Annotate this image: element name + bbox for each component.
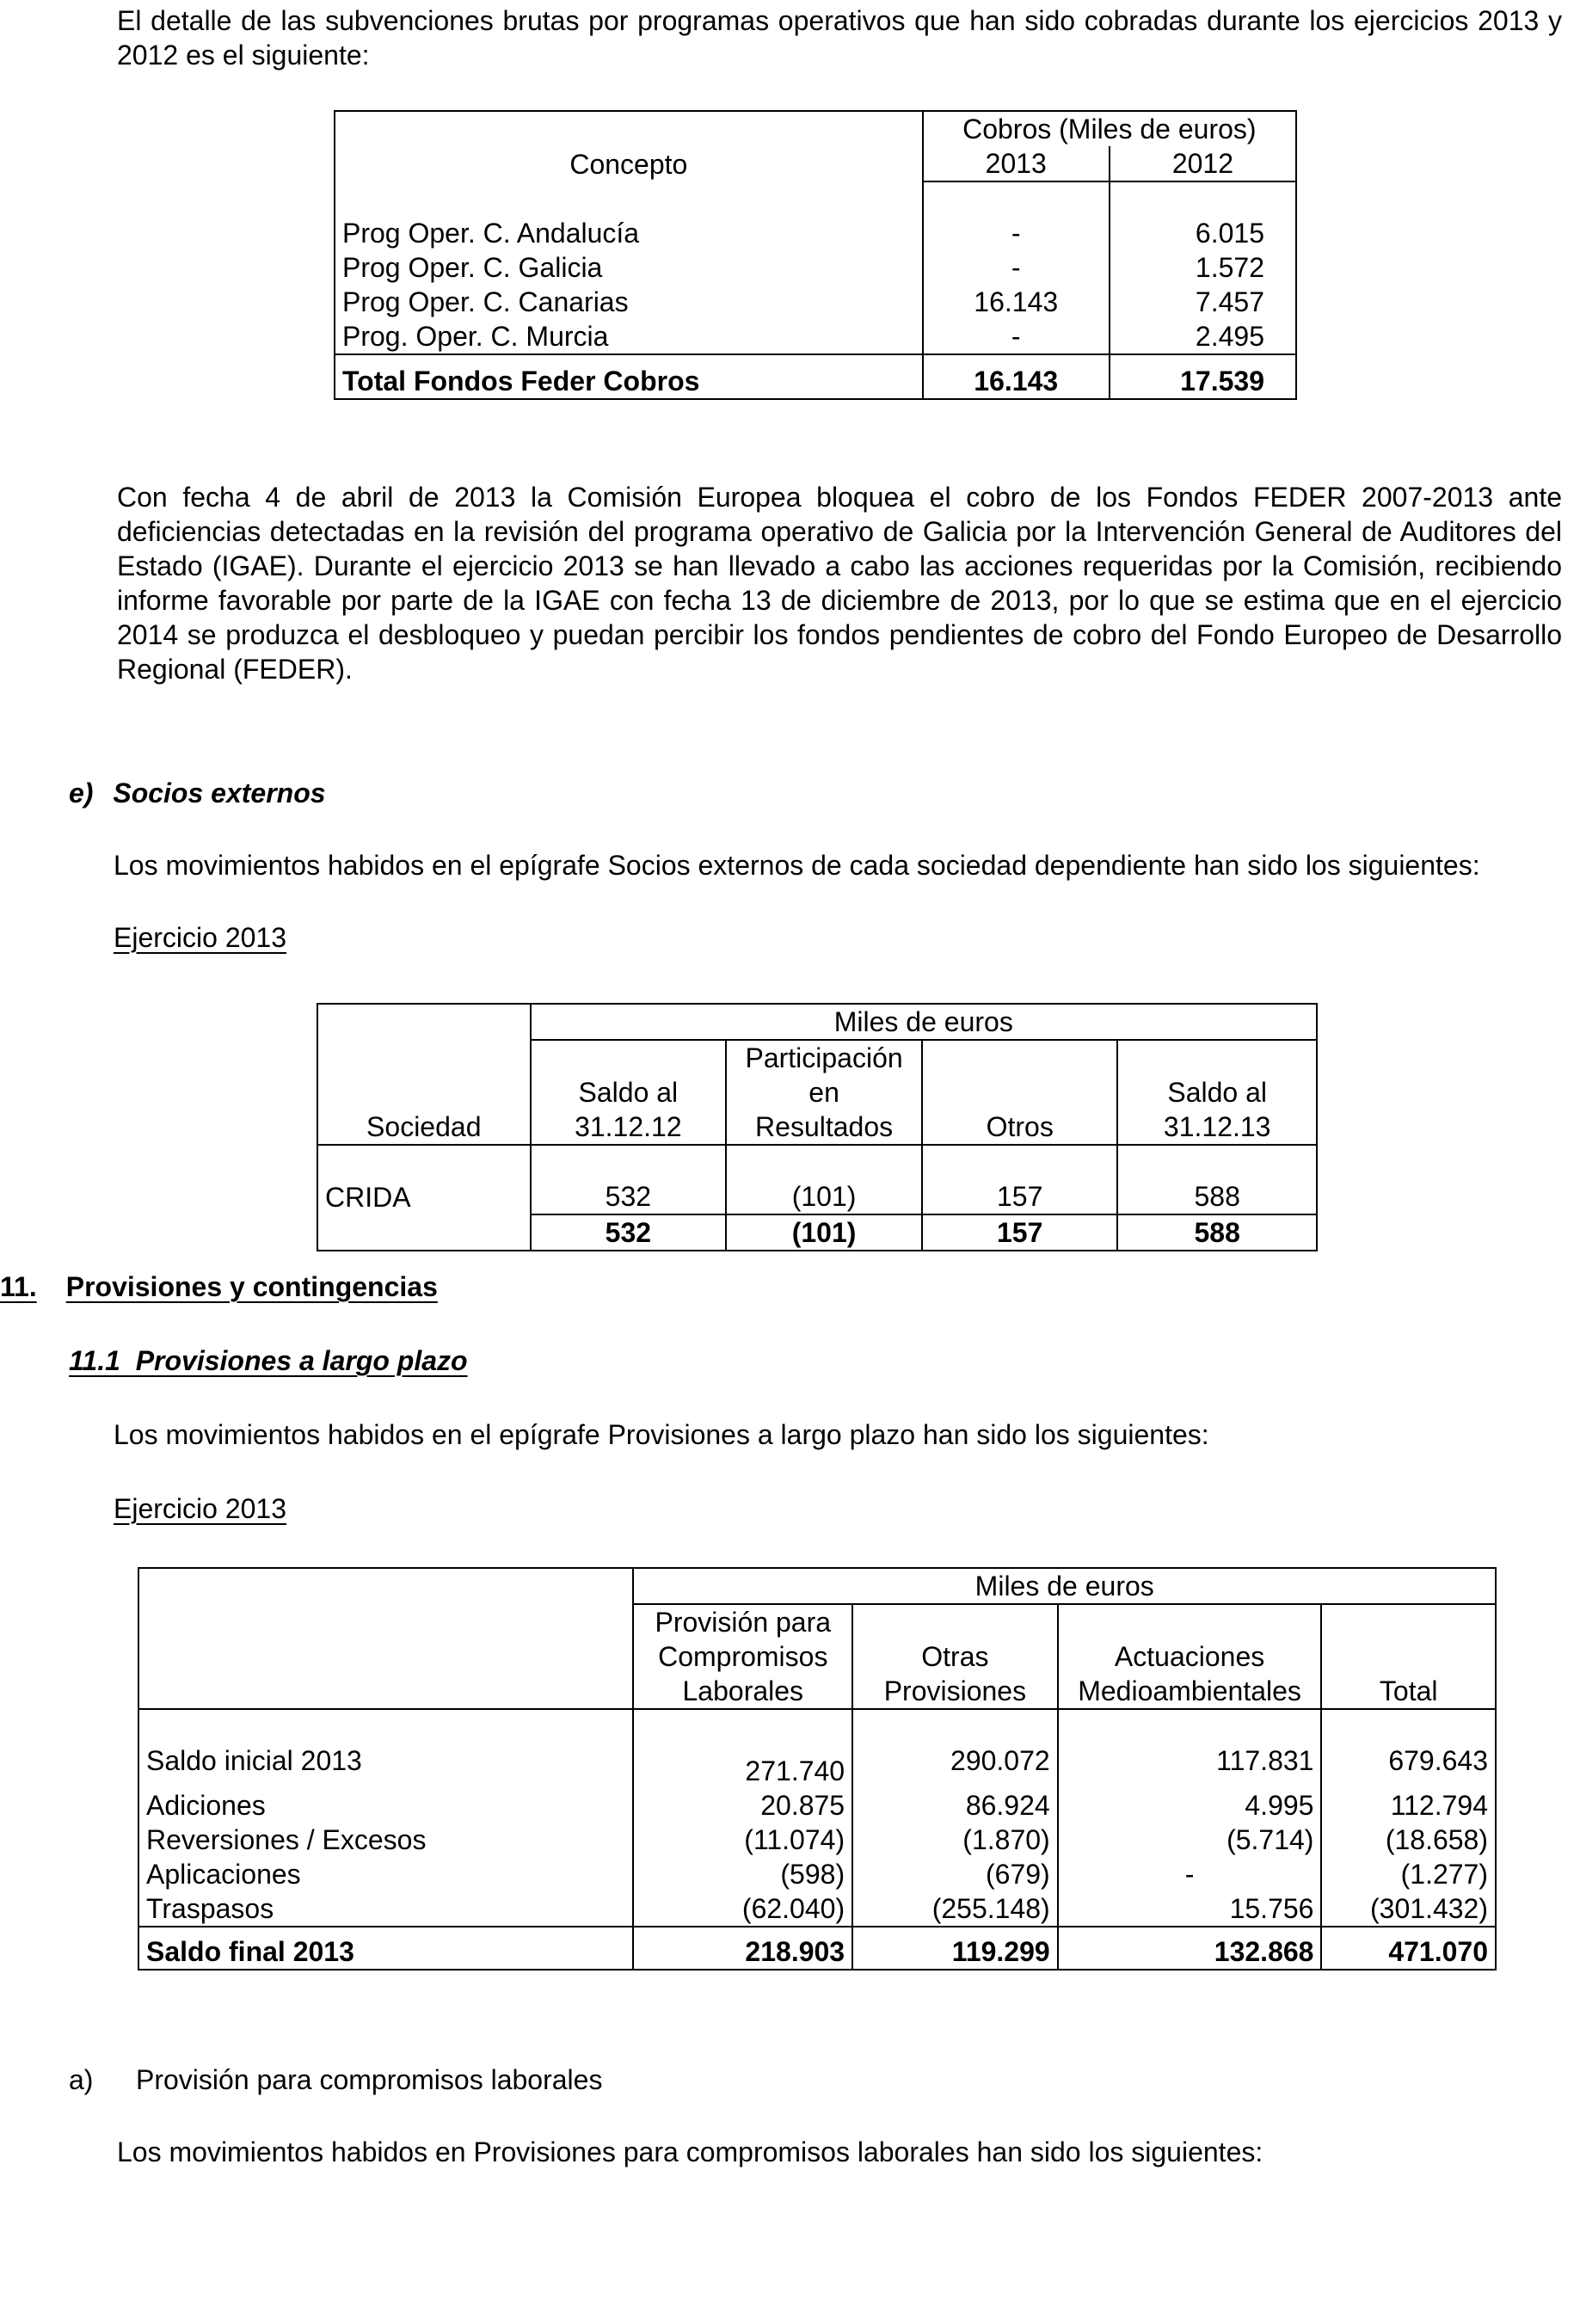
section-11-heading — [0, 1270, 438, 1304]
col4-header: Total — [1321, 1674, 1496, 1709]
col1-header-line2: Compromisos — [633, 1639, 852, 1674]
row-label: Prog Oper. C. Andalucía — [335, 216, 923, 250]
col3-header-line1: Actuaciones — [1058, 1639, 1322, 1674]
row-label: Aplicaciones — [138, 1857, 633, 1891]
socios-intro: Los movimientos habidos en el epígrafe Socios externos de cada sociedad dependiente han sido los siguientes: — [114, 850, 1480, 881]
total-col4: 471.070 — [1321, 1927, 1496, 1970]
value-2013: 16.143 — [923, 285, 1110, 319]
intro-paragraph: El detalle de las subvenciones brutas por programas operativos que han sido cobradas durante los ejercicios 2013 y 2012 es el siguiente: — [117, 5, 1562, 71]
value-2012: 7.457 — [1110, 285, 1296, 319]
miles-euros-header: Miles de euros — [531, 1004, 1317, 1040]
section-11-number: 11. — [0, 1271, 37, 1302]
saldo-fin-value: 588 — [1117, 1179, 1317, 1214]
cobros-group-header: Cobros (Miles de euros) — [923, 111, 1296, 146]
value-2013: - — [923, 250, 1110, 285]
ejercicio-2013-label-2: Ejercicio 2013 — [114, 1493, 286, 1524]
col2-value: (679) — [852, 1857, 1058, 1891]
table-row — [138, 1788, 1496, 1823]
total-otros: 157 — [922, 1214, 1117, 1251]
table-row — [335, 250, 1296, 285]
total-row — [317, 1214, 1317, 1251]
saldo-fin-header-line2: 31.12.13 — [1117, 1110, 1317, 1145]
participacion-header-line3: Resultados — [726, 1110, 922, 1145]
col3-value: 4.995 — [1058, 1788, 1322, 1823]
row-label: Saldo inicial 2013 — [138, 1743, 633, 1788]
value-2012: 2.495 — [1110, 319, 1296, 354]
col4-value: (1.277) — [1321, 1857, 1496, 1891]
total-row — [335, 354, 1296, 399]
col2-value: (1.870) — [852, 1823, 1058, 1857]
table-row — [335, 319, 1296, 354]
section-e-heading — [69, 776, 326, 810]
total-label: Saldo final 2013 — [138, 1927, 633, 1970]
row-label: Prog. Oper. C. Murcia — [335, 319, 923, 354]
otros-value: 157 — [922, 1179, 1117, 1214]
table-row — [138, 1823, 1496, 1857]
section-a-marker: a) — [69, 2064, 94, 2095]
year-2012-header: 2012 — [1110, 146, 1296, 181]
col1-value: (62.040) — [633, 1891, 852, 1927]
subvenciones-table — [334, 110, 1297, 400]
table-row — [138, 1743, 1496, 1788]
value-2012: 6.015 — [1110, 216, 1296, 250]
participacion-value: (101) — [726, 1179, 922, 1214]
col4-value: 679.643 — [1321, 1743, 1496, 1788]
section-a-title: Provisión para compromisos laborales — [136, 2064, 603, 2095]
miles-euros-header-2: Miles de euros — [633, 1568, 1496, 1604]
row-label: Adiciones — [138, 1788, 633, 1823]
saldo-fin-header-line1: Saldo al — [1117, 1075, 1317, 1110]
col1-value: 271.740 — [633, 1743, 852, 1788]
total-participacion: (101) — [726, 1214, 922, 1251]
col3-value: - — [1058, 1857, 1322, 1891]
participacion-header-line1: Participación — [726, 1040, 922, 1075]
total-label: Total Fondos Feder Cobros — [335, 354, 923, 399]
col2-value: 86.924 — [852, 1788, 1058, 1823]
total-col2: 119.299 — [852, 1927, 1058, 1970]
col1-header-line1: Provisión para — [633, 1604, 852, 1639]
total-row — [138, 1927, 1496, 1970]
value-2013: - — [923, 319, 1110, 354]
section-e-marker: e) — [69, 778, 94, 808]
section-11-title: Provisiones y contingencias — [65, 1271, 438, 1302]
row-label: Traspasos — [138, 1891, 633, 1927]
saldo-ini-value: 532 — [531, 1179, 727, 1214]
col3-header-line2: Medioambientales — [1058, 1674, 1322, 1709]
concept-header: Concepto — [335, 111, 923, 181]
col3-value: 117.831 — [1058, 1743, 1322, 1788]
otros-header: Otros — [922, 1110, 1117, 1145]
table-row — [138, 1891, 1496, 1927]
col2-value: (255.148) — [852, 1891, 1058, 1927]
ejercicio-2013-label: Ejercicio 2013 — [114, 922, 286, 953]
col4-value: 112.794 — [1321, 1788, 1496, 1823]
total-col1: 218.903 — [633, 1927, 852, 1970]
feder-paragraph: Con fecha 4 de abril de 2013 la Comisión Europea bloquea el cobro de los Fondos FEDER 2007-2013 ante deficiencias detectadas en la revisión del programa operativo de Galicia por la Intervención General de Auditores del Estado (IGAE). Durante el ejercicio 2013 se han llevado a cabo las acciones requeridas por la Comisión, recibiendo informe favorable por parte de la IGAE con fecha 13 de diciembre de 2013, por lo que se estima que en el ejercicio 2014 se produzca el desbloqueo y puedan percibir los fondos pendientes de cobro del Fondo Europeo de Desarrollo Regional (FEDER). — [117, 482, 1562, 685]
col1-value: (11.074) — [633, 1823, 852, 1857]
sociedad-header: Sociedad — [317, 1004, 531, 1145]
col2-header-line2: Provisiones — [852, 1674, 1058, 1709]
year-2013-header: 2013 — [923, 146, 1110, 181]
col1-value: 20.875 — [633, 1788, 852, 1823]
section-e-title: Socios externos — [113, 778, 326, 808]
total-saldo-ini: 532 — [531, 1214, 727, 1251]
col1-header-line3: Laborales — [633, 1674, 852, 1709]
col2-value: 290.072 — [852, 1743, 1058, 1788]
col4-value: (18.658) — [1321, 1823, 1496, 1857]
sociedad-name: CRIDA — [317, 1179, 531, 1214]
col1-value: (598) — [633, 1857, 852, 1891]
section-a-heading — [69, 2063, 603, 2097]
col3-value: (5.714) — [1058, 1823, 1322, 1857]
socios-externos-table — [317, 1003, 1318, 1251]
row-label: Reversiones / Excesos — [138, 1823, 633, 1857]
total-saldo-fin: 588 — [1117, 1214, 1317, 1251]
col2-header-line1: Otras — [852, 1639, 1058, 1674]
col4-value: (301.432) — [1321, 1891, 1496, 1927]
row-label: Prog Oper. C. Canarias — [335, 285, 923, 319]
total-col3: 132.868 — [1058, 1927, 1322, 1970]
saldo-ini-header-line2: 31.12.12 — [531, 1110, 727, 1145]
col3-value: 15.756 — [1058, 1891, 1322, 1927]
value-2012: 1.572 — [1110, 250, 1296, 285]
section-11-1-heading: 11.1 Provisiones a largo plazo — [69, 1345, 468, 1376]
total-2013: 16.143 — [923, 354, 1110, 399]
participacion-header-line2: en — [726, 1075, 922, 1110]
table-row — [138, 1857, 1496, 1891]
total-2012: 17.539 — [1110, 354, 1296, 399]
provisiones-table — [138, 1567, 1497, 1970]
table-row — [335, 285, 1296, 319]
row-label: Prog Oper. C. Galicia — [335, 250, 923, 285]
saldo-ini-header-line1: Saldo al — [531, 1075, 727, 1110]
provisiones-intro: Los movimientos habidos en el epígrafe Provisiones a largo plazo han sido los siguientes: — [114, 1419, 1209, 1450]
table-row — [317, 1179, 1317, 1214]
value-2013: - — [923, 216, 1110, 250]
laborales-intro: Los movimientos habidos en Provisiones para compromisos laborales han sido los siguientes: — [117, 2136, 1263, 2167]
table-row — [335, 216, 1296, 250]
